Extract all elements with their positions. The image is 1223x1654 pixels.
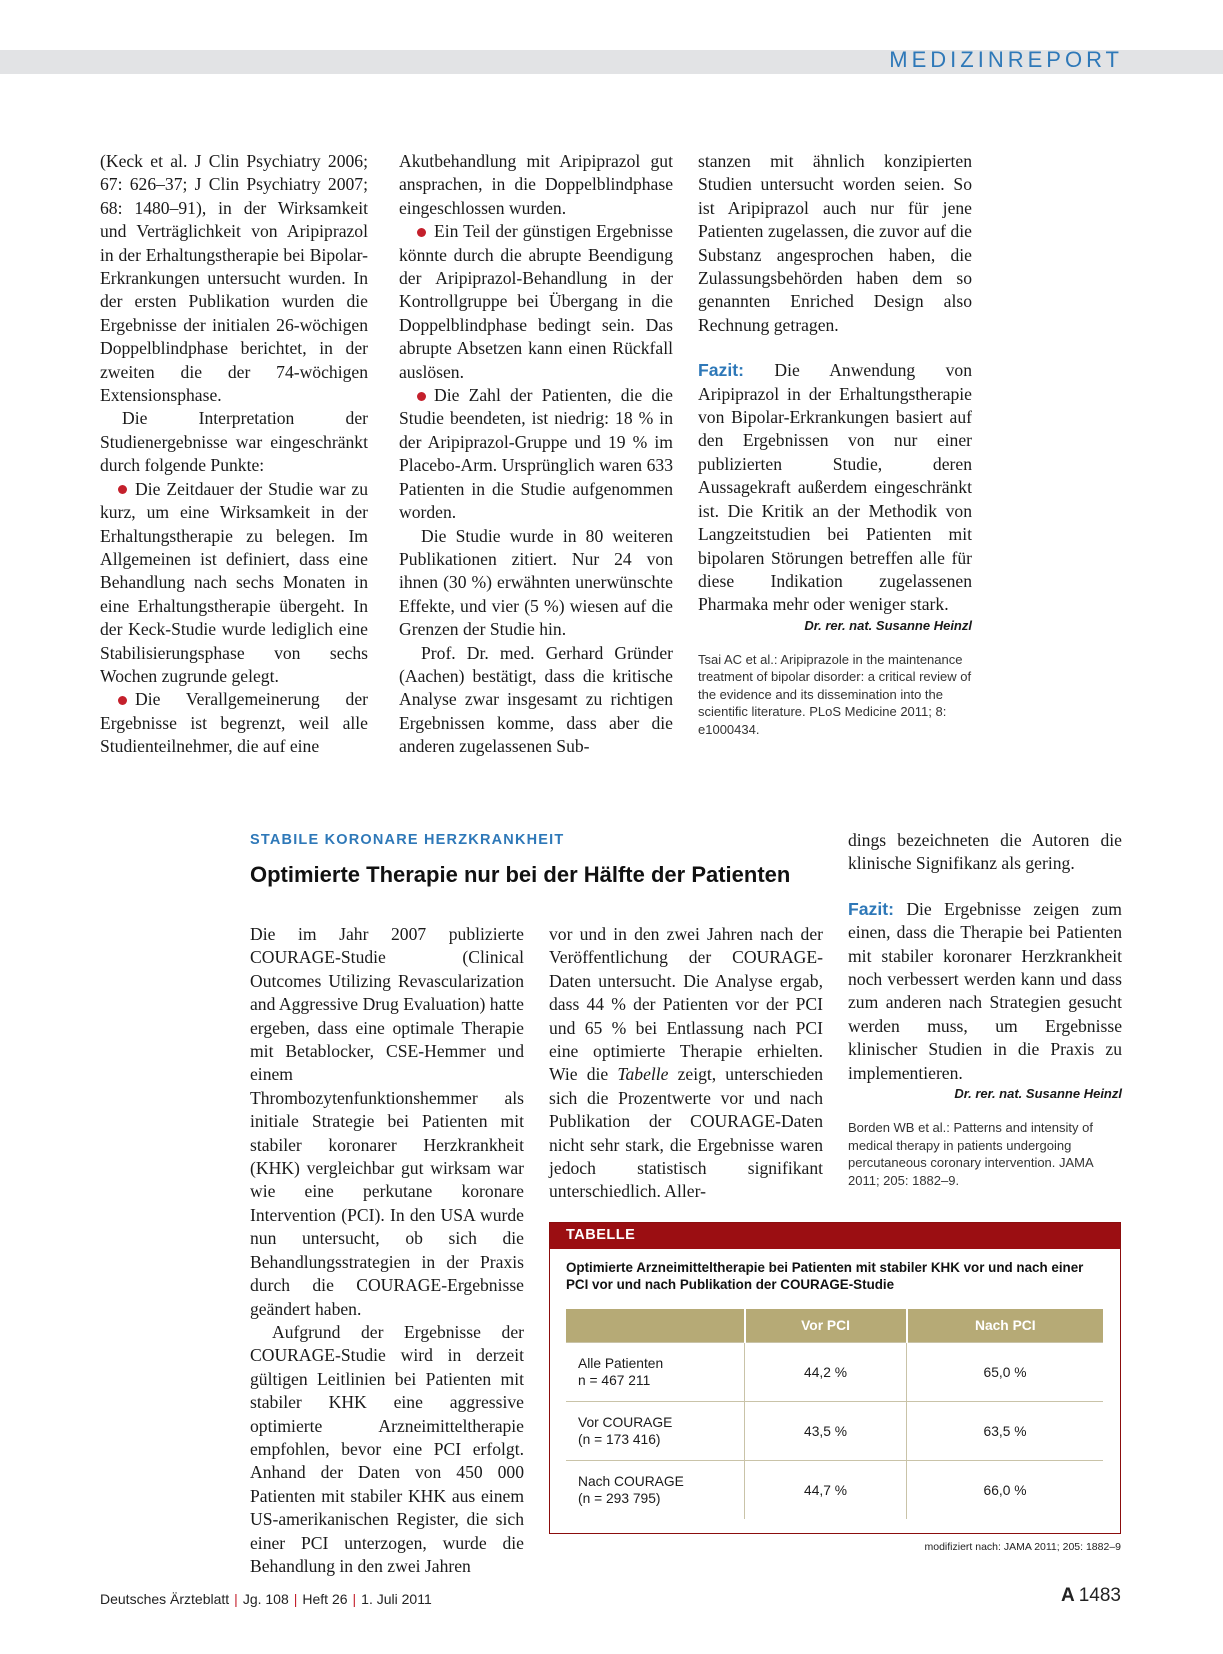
fazit-label: Fazit: (848, 898, 894, 919)
article1-column-3 (698, 150, 972, 738)
article2-column-1 (250, 923, 524, 1578)
paragraph: (Keck et al. J Clin Psychiatry 2006; 67: 626–37; J Clin Psychiatry 2007; 68: 1480–91), in der Wirksamkeit und Verträglichkeit von Aripiprazol in der Erhaltungstherapie bei Bipolar-Erkrankungen untersucht wurden. In der ersten Publikation wurden die Ergebnisse der initialen 26-wöchigen Doppelblindphase berichtet, in der zweiten die der 74-wöchigen Extensionsphase. (100, 151, 368, 406)
table-header-row (566, 1309, 1103, 1343)
paragraph: Akutbehandlung mit Aripiprazol gut ansprachen, in die Doppelblindphase eingeschlossen wurden. (399, 151, 673, 218)
article2-column-2 (549, 923, 823, 1204)
table-label: TABELLE (566, 1227, 636, 1243)
footer-citation (100, 1591, 432, 1607)
page-number: A 1483 (1060, 1585, 1121, 1606)
paragraph: Prof. Dr. med. Gerhard Gründer (Aachen) bestätigt, dass die kritische Analyse zwar insgesamt zu richtigen Ergebnissen komme, dass aber die anderen zugelassenen Sub- (399, 642, 673, 757)
article2-column-3 (848, 829, 1122, 1189)
paragraph: vor und in den zwei Jahren nach der Veröffentlichung der COURAGE-Daten untersucht. Die Analyse ergab, dass 44 % der Patienten vor der PCI und 65 % bei Entlassung nach PCI eine optimierte Therapie erhielten. Wie die Tabelle zeigt, unterschieden sich die Prozentwerte vor und nach Publikation der COURAGE-Daten nicht sehr stark, die Ergebnisse waren jedoch statistisch signifikant unterschiedlich. Aller- (549, 924, 823, 1202)
section-label: MEDIZINREPORT (889, 47, 1123, 72)
row-label: Vor COURAGE (n = 173 416) (566, 1402, 745, 1461)
fazit-paragraph: Fazit: Die Anwendung von Aripiprazol in der Erhaltungstherapie von Bipolar-Erkrankungen basiert auf den Ergebnissen von nur einer publizierten Studie, deren Aussagekraft außerdem eingeschränkt ist. Die Kritik an der Methodik von Langzeitstudien bei Patienten mit bipolaren Störungen betreffen alle für diese Indikation zugelassenen Pharmaka mehr oder weniger stark. (698, 360, 973, 615)
table-header-bar (550, 1223, 1120, 1249)
date: 1. Juli 2011 (361, 1591, 432, 1607)
fazit-paragraph: Fazit: Die Ergebnisse zeigen zum einen, dass die Therapie bei Patienten mit stabiler koronarer Herzkrankheit noch verbessert werden kann und dass zum anderen nach Strategien gesucht werden muss, um Ergebnisse klinischer Studien in die Praxis zu implementieren. (848, 898, 1122, 1083)
journal-name: Deutsches Ärzteblatt (100, 1591, 230, 1607)
bullet-item: Ein Teil der günstigen Ergebnisse könnte durch die abrupte Beendigung der Aripiprazol-Behandlung in der Kontrollgruppe bei Übergang in die Doppelblindphase bedingt sein. Das abrupte Absetzen kann einen Rückfall auslösen. (399, 221, 673, 382)
article1-column-1 (100, 150, 368, 759)
bullet-dot-icon (417, 392, 426, 401)
volume: Jg. 108 (242, 1591, 289, 1607)
separator: | (234, 1591, 238, 1607)
paragraph: Aufgrund der Ergebnisse der COURAGE-Studie wird in derzeit gültigen Leitlinien bei Patienten mit stabiler KHK eine aggressive optimierte Arzneimitteltherapie empfohlen, bevor eine PCI erfolgt. Anhand der Daten von 450 000 Patienten mit stabiler KHK aus einem US-amerikanischen Register, die sich einer PCI unterzogen, wurde die Behandlung in den zwei Jahren (250, 1321, 524, 1576)
issue: Heft 26 (302, 1591, 348, 1607)
table-title: Optimierte Arzneimitteltherapie bei Patienten mit stabiler KHK vor und nach einer PCI vor und nach Publikation der COURAGE-Studie (566, 1260, 1084, 1292)
table-row (566, 1402, 1103, 1461)
table-row (566, 1343, 1103, 1402)
cell-vor-pci: 44,2 % (745, 1343, 907, 1402)
cell-nach-pci: 63,5 % (907, 1402, 1103, 1461)
bullet-dot-icon (118, 696, 127, 705)
bullet-item: Die Verallgemeinerung der Ergebnisse ist begrenzt, weil alle Studienteilnehmer, die auf eine (100, 689, 368, 757)
data-table-box (549, 1222, 1121, 1534)
bullet-item: Die Zahl der Patienten, die die Studie beendeten, ist niedrig: 18 % in der Aripiprazol-Gruppe und 19 % im Placebo-Arm. Ursprünglich waren 633 Patienten in die Studie aufgenommen worden. (399, 385, 673, 523)
separator: | (293, 1591, 298, 1607)
author-name: Dr. rer. nat. Susanne Heinzl (954, 1086, 1122, 1102)
table-source-note: modifiziert nach: JAMA 2011; 205: 1882–9 (924, 1541, 1121, 1553)
paragraph: Die im Jahr 2007 publizierte COURAGE-Studie (Clinical Outcomes Utilizing Revascularization and Aggressive Drug Evaluation) hatte ergeben, dass eine optimale Therapie mit Betablocker, CSE-Hemmer und einem Thrombozytenfunktionshemmer als initiale Strategie bei Patienten mit stabiler koronarer Herzkrankheit (KHK) vergleichbar gut wirksam war wie eine perkutane koronare Intervention (PCI). In den USA wurde nun untersucht, ob sich die Behandlungsstrategien in der Praxis durch die COURAGE-Ergebnisse geändert haben. (250, 924, 524, 1319)
bullet-item: Die Zeitdauer der Studie war zu kurz, um eine Wirksamkeit in der Erhaltungstherapie zu belegen. Im Allgemeinen ist definiert, dass eine Behandlung nach sechs Monaten in eine Erhaltungstherapie übergeht. In der Keck-Studie wurde lediglich eine Stabilisierungsphase von sechs Wochen zugrunde gelegt. (100, 478, 368, 686)
column-header (566, 1309, 745, 1343)
row-label: Alle Patienten n = 467 211 (566, 1343, 745, 1402)
article-kicker: STABILE KORONARE HERZKRANKHEIT (250, 832, 565, 848)
cell-nach-pci: 65,0 % (907, 1343, 1103, 1402)
article-headline: Optimierte Therapie nur bei der Hälfte der Patienten (250, 862, 791, 887)
row-label: Nach COURAGE (n = 293 795) (566, 1461, 745, 1520)
paragraph: Die Studie wurde in 80 weiteren Publikationen zitiert. Nur 24 von ihnen (30 %) erwähnten unerwünschte Effekte, und vier (5 %) wiesen auf die Grenzen der Studie hin. (399, 525, 673, 640)
reference: Borden WB et al.: Patterns and intensity of medical therapy in patients undergoing percutaneous coronary intervention. JAMA 2011; 205: 1882–9. (848, 1120, 1093, 1188)
data-table (566, 1309, 1103, 1519)
cell-nach-pci: 66,0 % (907, 1461, 1103, 1520)
table-row (566, 1461, 1103, 1520)
reference: Tsai AC et al.: Aripiprazole in the maintenance treatment of bipolar disorder: a critical review of the evidence and its dissemination into the scientific literature. PLoS Medicine 2011; 8: e1000434. (698, 651, 972, 737)
cell-vor-pci: 44,7 % (745, 1461, 907, 1520)
fazit-label: Fazit: (698, 360, 744, 381)
separator: | (352, 1591, 357, 1607)
column-header: Vor PCI (745, 1309, 907, 1343)
bullet-dot-icon (118, 485, 127, 494)
article1-column-2 (399, 150, 673, 759)
column-header: Nach PCI (907, 1309, 1103, 1343)
bullet-dot-icon (417, 228, 426, 237)
paragraph: Die Interpretation der Studienergebnisse war eingeschränkt durch folgende Punkte: (100, 408, 368, 476)
cell-vor-pci: 43,5 % (745, 1402, 907, 1461)
paragraph: stanzen mit ähnlich konzipierten Studien untersucht worden seien. So ist Aripiprazol auch nur für jene Patienten zugelassen, die zuvor auf die Substanz angesprochen haben, die Zulassungsbehörden haben dem so genannten Enriched Design also Rechnung getragen. (698, 151, 972, 335)
author-name: Dr. rer. nat. Susanne Heinzl (804, 617, 972, 633)
paragraph: dings bezeichneten die Autoren die klinische Signifikanz als gering. (848, 830, 1122, 874)
